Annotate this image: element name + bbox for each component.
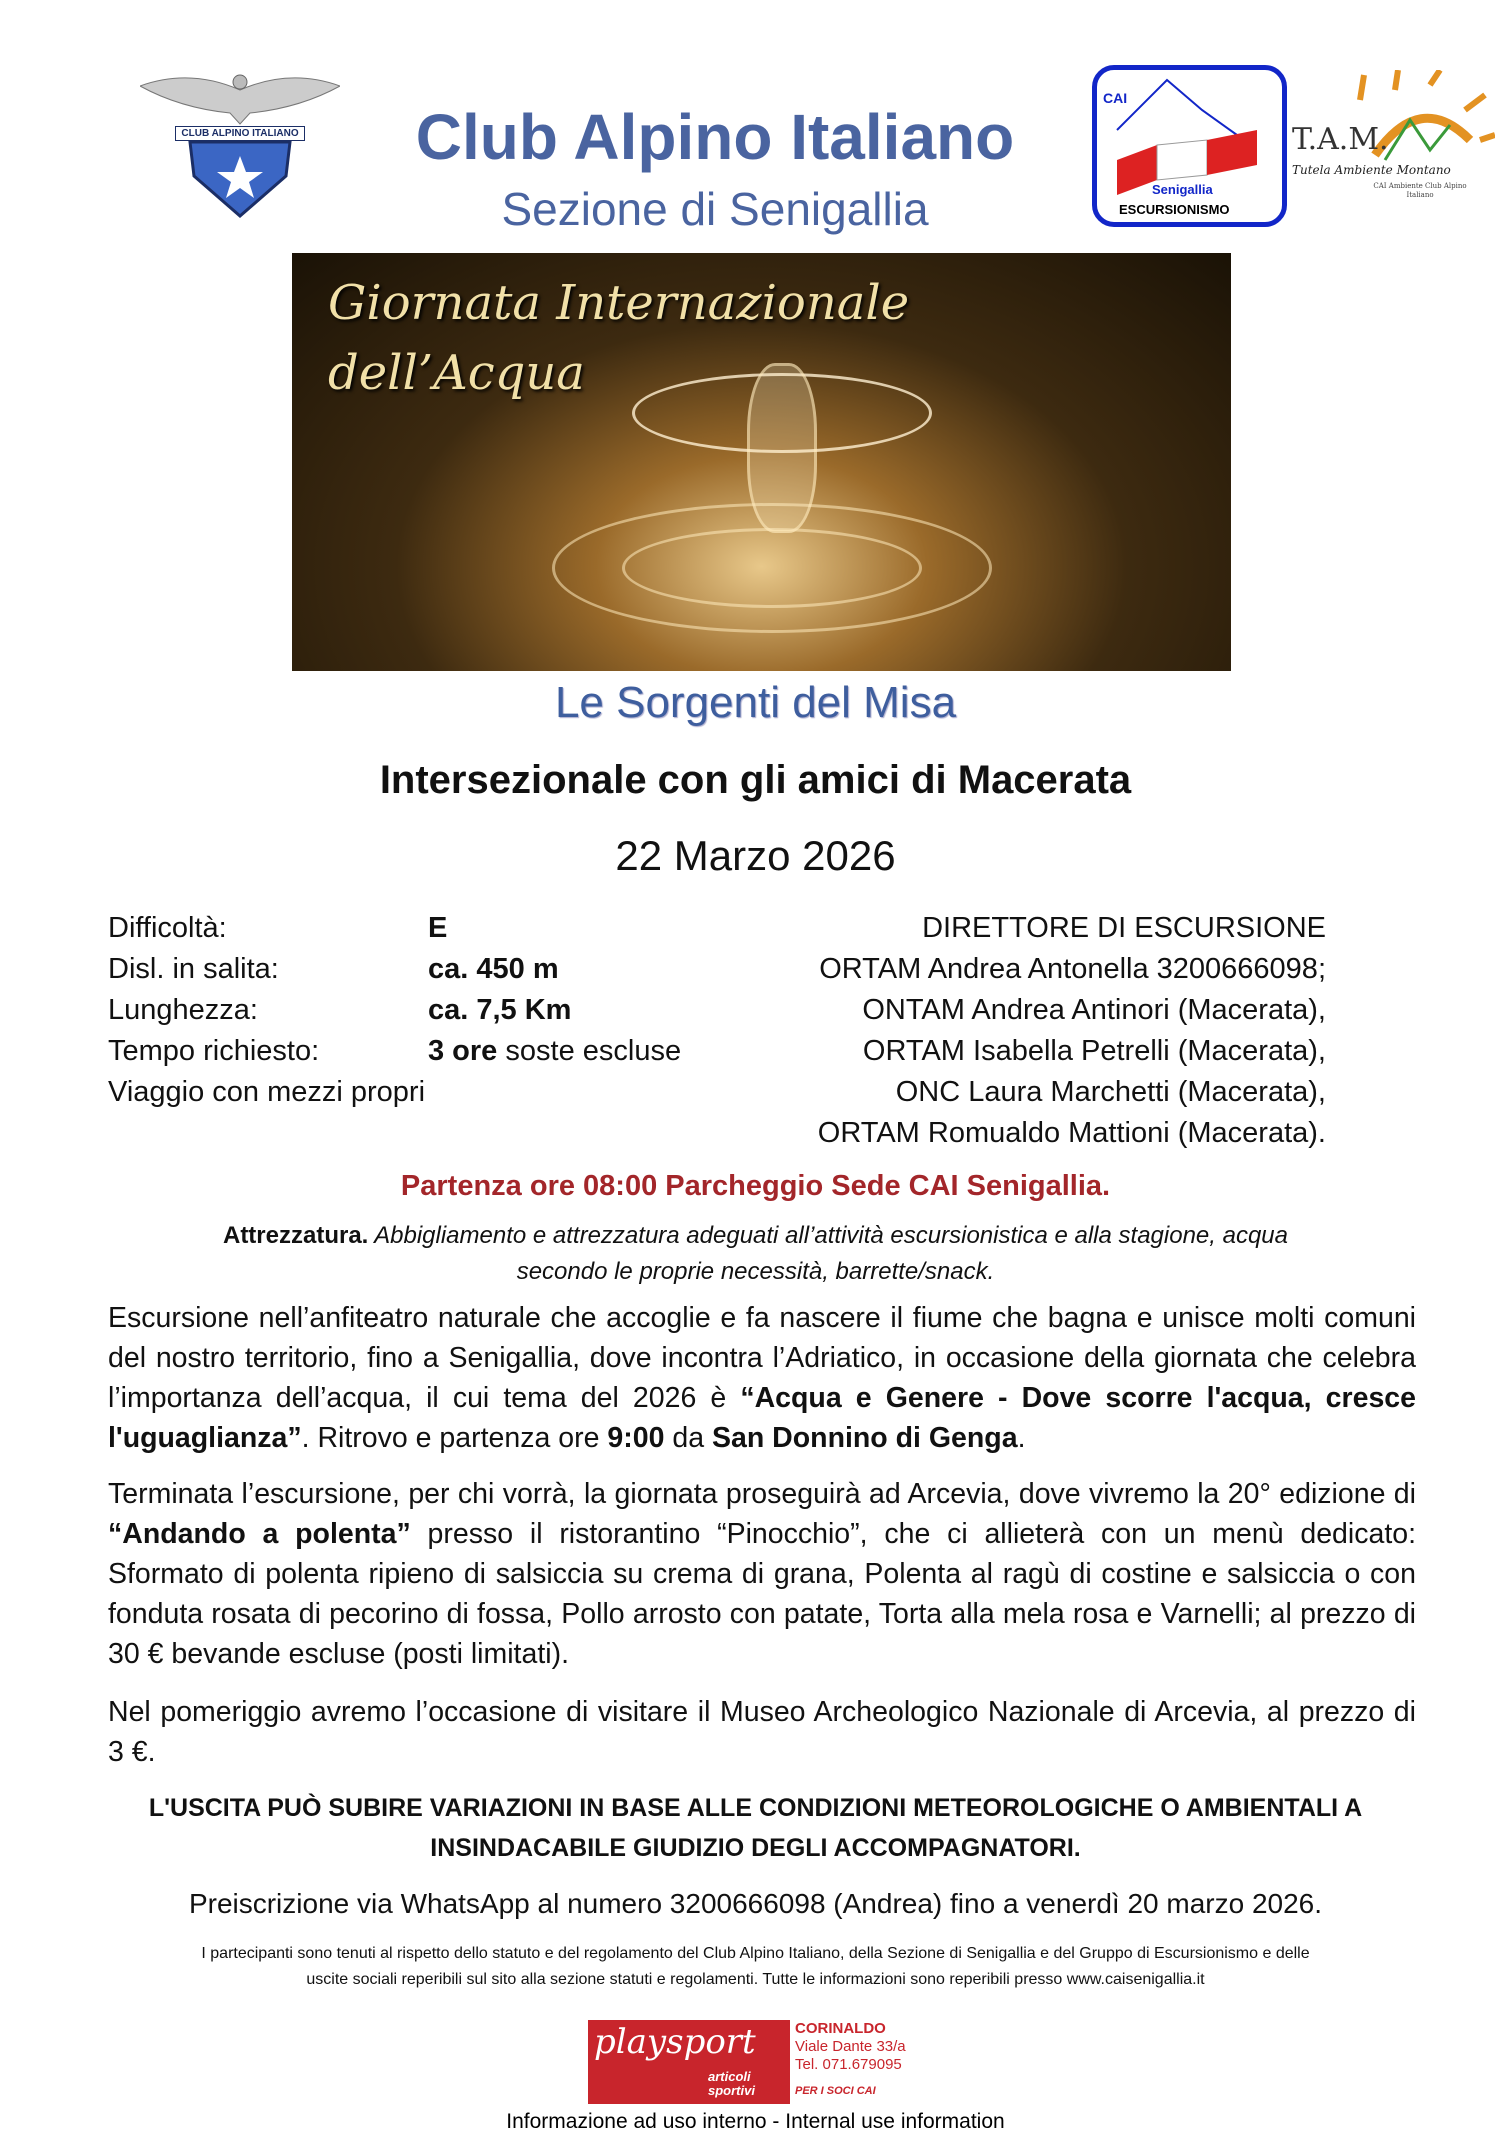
playsport-logo — [588, 2020, 790, 2104]
logo-cai-text: CAI — [1103, 90, 1128, 106]
sponsor-phone: Tel. 071.679095 — [795, 2056, 902, 2073]
sponsor-address: Viale Dante 33/a — [795, 2038, 906, 2055]
page-title: Club Alpino Italiano — [415, 101, 1015, 173]
director-item: ONC Laura Marchetti (Macerata), — [895, 1076, 1326, 1108]
logo-escursionismo-text: ESCURSIONISMO — [1119, 202, 1230, 217]
director-item: ORTAM Andrea Antonella 3200666098; — [819, 953, 1326, 985]
equipment-text: Abbigliamento e attrezzatura adeguati all’attività escursionistica e alla stagione, acqua — [368, 1222, 1288, 1249]
banner-title-line2: dell’Acqua — [328, 345, 585, 401]
water-drop-photo — [292, 253, 1231, 671]
director-item: ONTAM Andrea Antinori (Macerata), — [862, 994, 1326, 1026]
directors-heading: DIRETTORE DI ESCURSIONE — [922, 912, 1326, 944]
departure-info: Partenza ore 08:00 Parcheggio Sede CAI Senigallia. — [400, 1170, 1111, 1202]
sponsor-sub: articoli sportivi — [708, 2069, 755, 2098]
detail-label: Difficoltà: — [108, 912, 227, 944]
sponsor-city: CORINALDO — [795, 2020, 886, 2037]
detail-label: Disl. in salita: — [108, 953, 279, 985]
weather-warning-line2: INSINDACABILE GIUDIZIO DEGLI ACCOMPAGNATORI. — [430, 1834, 1081, 1862]
detail-label: Lunghezza: — [108, 994, 258, 1026]
event-subtitle: Intersezionale con gli amici di Macerata — [379, 758, 1132, 802]
detail-extra: soste escluse — [497, 1035, 682, 1067]
detail-label: Tempo richiesto: — [108, 1035, 320, 1067]
detail-value: ca. 450 m — [428, 953, 559, 985]
description-paragraph-3: Nel pomeriggio avremo l’occasione di visitare il Museo Archeologico Nazionale di Arcevia, al prezzo di 3 €. — [108, 1696, 1416, 1768]
detail-value: E — [428, 912, 448, 944]
detail-value: ca. 7,5 Km — [428, 994, 572, 1026]
tam-subtitle: Tutela Ambiente Montano — [1292, 163, 1451, 177]
equipment-line1 — [0, 1222, 1511, 1250]
tam-logo — [1290, 70, 1495, 205]
tam-title: T.A.M. — [1292, 122, 1389, 157]
footer-line2: uscite sociali reperibili sul sito alla sezione statuti e regolamenti. Tutte le informazioni sono reperibili presso www.caisenigallia.it — [306, 1971, 1205, 1988]
banner-title-line1: Giornata Internazionale — [328, 275, 910, 331]
page-subtitle: Sezione di Senigallia — [501, 183, 929, 235]
equipment-line2 — [0, 1258, 1511, 1286]
sponsor-brand: playsport — [594, 2022, 756, 2062]
description-paragraph-1: Escursione nell’anfiteatro naturale che accoglie e fa nascere il fiume che bagna e unisce molti comuni del nostro territorio, fino a Senigallia, dove incontra l’Adriatico, in occasione della giornata che celebra l’importanza dell’acqua, il cui tema del 2026 è “Acqua e Genere - Dove scorre l'acqua, cresce l'uguaglianza”. Ritrovo e partenza ore 9:00 da San Donnino di Genga. — [108, 1302, 1417, 1454]
director-item: ORTAM Romualdo Mattioni (Macerata). — [817, 1117, 1326, 1149]
equipment-text: secondo le proprie necessità, barrette/snack. — [516, 1258, 995, 1285]
sponsor-info — [795, 2020, 906, 2100]
cai-logo — [140, 68, 340, 218]
registration-info: Preiscrizione via WhatsApp al numero 3200666098 (Andrea) fino a venerdì 20 marzo 2026. — [188, 1888, 1323, 1919]
internal-use-watermark: Informazione ad uso interno - Internal use information — [506, 2110, 1005, 2133]
eagle-shield-icon — [140, 68, 340, 218]
event-date: 22 Marzo 2026 — [615, 832, 896, 879]
equipment-label: Attrezzatura. — [222, 1222, 369, 1249]
footer-line1: I partecipanti sono tenuti al rispetto dello statuto e del regolamento del Club Alpino Italiano, della Sezione di Senigallia e del Gruppo di Escursionismo e delle — [201, 1945, 1310, 1962]
cai-logo-text: CLUB ALPINO ITALIANO — [175, 126, 305, 141]
detail-value: 3 ore — [428, 1035, 498, 1067]
escursionismo-logo — [1092, 65, 1287, 227]
sponsor-note: PER I SOCI CAI — [795, 2085, 876, 2097]
tam-caption: CAI Ambiente Club Alpino Italiano — [1373, 182, 1467, 199]
weather-warning-line1: L'USCITA PUÒ SUBIRE VARIAZIONI IN BASE ALLE CONDIZIONI METEOROLOGICHE O AMBIENTALI A — [148, 1794, 1363, 1822]
description-paragraph-2: Terminata l’escursione, per chi vorrà, la giornata proseguirà ad Arcevia, dove vivremo la 20° edizione di “Andando a polenta” presso il ristorantino “Pinocchio”, che ci allieterà con un menù dedicato: Sformato di polenta ripieno di salsiccia su crema di grana, Polenta al ragù di costine e salsiccia o con fonduta rosata di pecorino di fossa, Pollo arrosto con patate, Torta alla mela rosa e Varnelli; al prezzo di 30 € bevande escluse (posti limitati). — [108, 1478, 1417, 1670]
detail-label: Viaggio con mezzi propri — [108, 1076, 426, 1108]
logo-senigallia-text: Senigallia — [1152, 182, 1213, 197]
director-item: ORTAM Isabella Petrelli (Macerata), — [862, 1035, 1326, 1067]
event-name: Le Sorgenti del Misa — [554, 678, 957, 727]
